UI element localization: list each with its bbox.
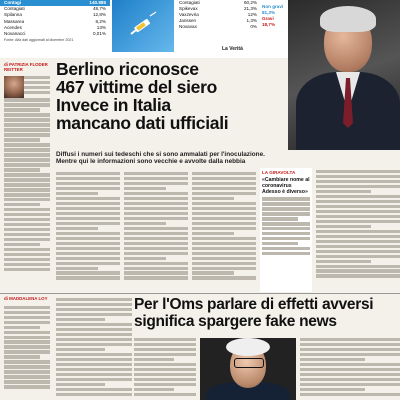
headline-line: Per l'Oms parlare di effetti avversi (134, 296, 374, 313)
vaccine-graphic (112, 0, 174, 52)
stats-label: Vaxzevria (179, 12, 199, 17)
stats-value: 48,7% (92, 6, 106, 12)
stats-value: 12,8% (92, 12, 106, 18)
stats-value: 13% (96, 24, 106, 30)
stats-row (176, 24, 260, 30)
stats-label: Spilanna (4, 12, 22, 18)
bottom-mid-text (56, 296, 132, 400)
bottom-article-text (134, 336, 196, 400)
stats-label: Janssen (179, 18, 197, 23)
headline-line: significa spargere fake news (134, 313, 337, 330)
stats-value: 8,2% (95, 18, 106, 24)
stats-label: Acendes (4, 24, 22, 30)
stats-label: Contagiati (179, 0, 200, 5)
headline-line: Berlino riconosce (56, 59, 199, 79)
portrait-photo (288, 0, 400, 150)
bottom-headline (134, 296, 396, 330)
main-subhead: Diffusi i numeri sui tedeschi che si sono ammalati per l'inoculazione. Mentre qui le informazioni sono vecchie e avvolte dalla nebbia (56, 151, 265, 166)
severity-gravi: Gravi 18,7% (262, 16, 276, 27)
stats-value: 12% (247, 12, 257, 17)
stats-header-label: Contagi (4, 0, 22, 5)
stats-label: Massarea (4, 18, 25, 24)
stats-value: 0,01% (92, 31, 106, 37)
author-photo (4, 76, 24, 98)
stats-header-value: 140.885 (89, 0, 106, 5)
headline-line: Invece in Italia (56, 95, 171, 115)
headline-line: mancano dati ufficiali (56, 113, 229, 133)
giravolta-note (260, 168, 312, 292)
severity-non-gravi: Non gravi 81,3% (262, 4, 284, 15)
main-body-text (56, 170, 256, 290)
syringe-icon (128, 10, 158, 40)
bottom-right-text (300, 336, 400, 400)
stats-value: 60,2% (243, 0, 257, 5)
stats-value: 1,3% (246, 18, 257, 23)
stats-value: 21,3% (243, 6, 257, 11)
stats-table-right (176, 0, 260, 52)
giravolta-quote: «Cambiare nome al coronavirus Adesso è diverso» (262, 176, 310, 195)
severity-values (262, 4, 286, 28)
main-headline (56, 60, 288, 132)
section-divider (0, 293, 400, 294)
stats-note: Fonte: Aifa dati aggiornati al dicembre 2021 (4, 38, 74, 43)
stats-value: 0% (250, 24, 257, 29)
left-byline: di PATRIZIA FLODER REITTER (4, 62, 48, 73)
headline-line: 467 vittime del siero (56, 77, 218, 97)
bottom-portrait-photo (200, 338, 296, 400)
brand-label: La Verità (222, 46, 243, 52)
bottom-left-text (0, 304, 52, 400)
sidebar-box (260, 168, 400, 292)
stats-label: Novanacci (4, 31, 26, 37)
bottom-byline: di MADDALENA LOY (4, 296, 48, 301)
stats-label: Spikevax (179, 6, 198, 11)
stats-label: Novavax (179, 24, 197, 29)
giravolta-kicker: LA GIRAVOLTA (262, 170, 296, 175)
stats-table-left (0, 0, 110, 50)
stats-label: Contagiati (4, 6, 25, 12)
sidebar-body-text (316, 168, 400, 278)
